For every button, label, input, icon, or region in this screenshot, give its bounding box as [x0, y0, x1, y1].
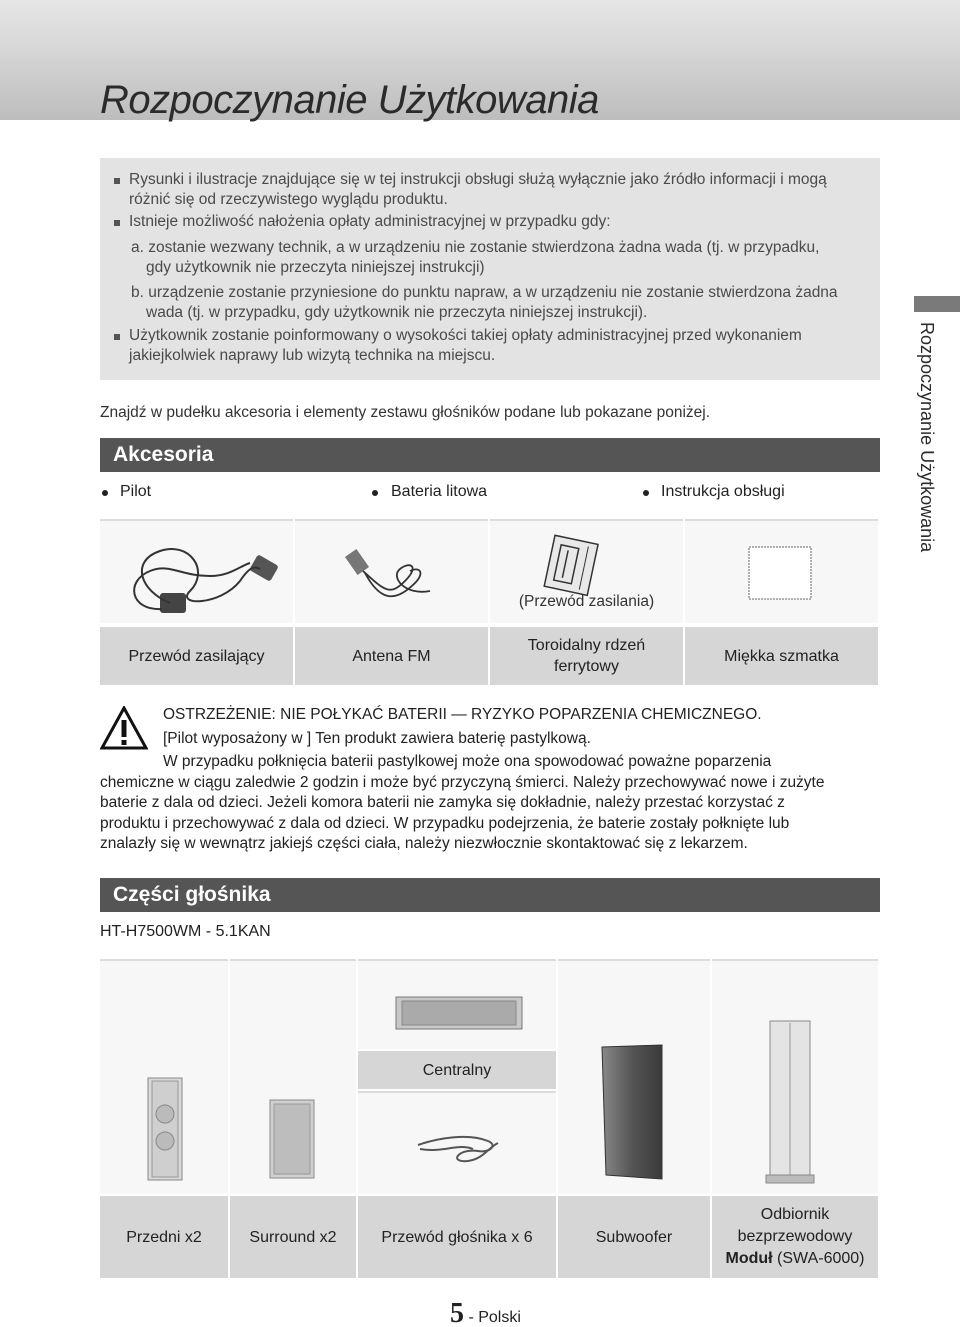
warning-text: [Pilot wyposażony w ] Ten produkt zawiera baterię pastylkową. [163, 730, 591, 747]
note-text: Rysunki i ilustracje znajdujące się w tej instrukcji obsługi służą wyłącznie jako źródło informacji i mogą [129, 171, 827, 188]
note-text: b. urządzenie zostanie przyniesione do punktu napraw, a w urządzeniu nie zostanie stwierdzona żadna [131, 284, 838, 301]
wireless-module-image-cell [712, 959, 878, 1194]
side-tab-label: Rozpoczynanie Użytkowania [917, 322, 937, 553]
power-cord-image-cell [100, 519, 293, 623]
note-text: Użytkownik zostanie poinformowany o wysokości takiej opłaty administracyjnej przed wykonaniem [129, 327, 802, 344]
wireless-module-label-bold: Moduł [725, 1250, 773, 1267]
power-cord-icon [100, 521, 293, 625]
front-speaker-image-cell [100, 959, 228, 1194]
wireless-module-label-line2: bezprzewodowy [737, 1228, 853, 1245]
surround-speaker-icon [230, 961, 356, 1196]
page-title: Rozpoczynanie Użytkowania [100, 78, 599, 122]
note-text: różnić się od rzeczywistego wyglądu produktu. [129, 191, 448, 208]
speaker-parts-heading: Części głośnika [100, 878, 880, 912]
note-bullet-icon [114, 220, 120, 226]
side-tab-marker [914, 296, 960, 312]
wireless-module-label-line1: Odbiornik [760, 1206, 830, 1223]
cloth-image-cell [685, 519, 878, 623]
intro-text: Znajdź w pudełku akcesoria i elementy zestawu głośników podane lub pokazane poniżej. [100, 404, 711, 421]
speaker-label-wireless-module [712, 1196, 878, 1278]
warning-icon [100, 706, 148, 750]
accessory-label-ferrite-core: Toroidalny rdzeń ferrytowy [490, 627, 683, 685]
subwoofer-image-cell [558, 959, 710, 1194]
page-footer [450, 1298, 521, 1327]
page-language: - Polski [464, 1309, 521, 1326]
speaker-label-subwoofer: Subwoofer [558, 1196, 710, 1278]
fm-antenna-image-cell [295, 519, 488, 623]
bullet-icon [372, 490, 378, 496]
center-speaker-icon [358, 961, 556, 1051]
notes-box [100, 158, 880, 380]
accessory-label-cloth: Miękka szmatka [685, 627, 878, 685]
warning-text: W przypadku połknięcia baterii pastylkowej może ona spowodować poważne poparzenia [163, 753, 772, 770]
ferrite-core-image-cell [490, 519, 683, 623]
accessory-bullet-remote: Pilot [120, 483, 152, 500]
subwoofer-icon [558, 961, 710, 1196]
speaker-label-cable: Przewód głośnika x 6 [358, 1196, 556, 1278]
wireless-module-icon [712, 961, 878, 1196]
note-text: wada (tj. w przypadku, gdy użytkownik nie przeczyta niniejszej instrukcji). [146, 304, 648, 321]
warning-text: znalazły się w wewnątrz jakiejś części ciała, należy niezwłocznie skontaktować się z lekarzem. [100, 835, 748, 852]
side-tab-label-container [913, 322, 943, 582]
speaker-cable-image-cell [358, 1091, 556, 1194]
surround-speaker-image-cell [230, 959, 356, 1194]
bullet-icon [102, 490, 108, 496]
warning-heading: OSTRZEŻENIE: NIE POŁYKAĆ BATERII — RYZYKO POPARZENIA CHEMICZNEGO. [163, 706, 762, 723]
fm-antenna-icon [295, 521, 488, 625]
ferrite-core-icon [490, 521, 683, 601]
speaker-cable-icon [358, 1093, 556, 1196]
accessory-label-fm-antenna: Antena FM [295, 627, 488, 685]
note-bullet-icon [114, 334, 120, 340]
center-speaker-label: Centralny [358, 1051, 556, 1089]
warning-text: baterie z dala od dzieci. Jeżeli komora baterii nie zamyka się dokładnie, należy przestać korzystać z [100, 794, 785, 811]
accessories-heading: Akcesoria [100, 438, 880, 472]
note-text: Istnieje możliwość nałożenia opłaty administracyjnej w przypadku gdy: [129, 213, 611, 230]
wireless-module-label-line3 [726, 1248, 865, 1270]
accessory-label-power-cord: Przewód zasilający [100, 627, 293, 685]
note-text: jakiejkolwiek naprawy lub wizytą technika na miejscu. [129, 347, 496, 364]
note-text: gdy użytkownik nie przeczyta niniejszej instrukcji) [146, 259, 485, 276]
warning-text: produktu i przechowywać z dala od dzieci. W przypadku podejrzenia, że baterie zostały połknięte lub [100, 815, 790, 832]
note-bullet-icon [114, 178, 120, 184]
wireless-module-label-model: (SWA-6000) [772, 1250, 865, 1267]
warning-text: chemiczne w ciągu zaledwie 2 godzin i może być przyczyną śmierci. Należy przechowywać nowe i zużyte [100, 774, 825, 791]
center-speaker-image-cell [358, 959, 556, 1049]
page-number: 5 [450, 1298, 464, 1327]
accessory-bullet-battery: Bateria litowa [391, 483, 488, 500]
model-name: HT-H7500WM - 5.1KAN [100, 923, 271, 940]
speaker-label-surround: Surround x2 [230, 1196, 356, 1278]
front-speaker-icon [100, 961, 228, 1196]
speaker-label-front: Przedni x2 [100, 1196, 228, 1278]
accessory-bullet-manual: Instrukcja obsługi [661, 483, 785, 500]
cloth-icon [685, 521, 878, 625]
bullet-icon [643, 490, 649, 496]
note-text: a. zostanie wezwany technik, a w urządzeniu nie zostanie stwierdzona żadna wada (tj. w przypadku, [131, 239, 820, 256]
ferrite-core-caption: (Przewód zasilania) [518, 593, 655, 610]
